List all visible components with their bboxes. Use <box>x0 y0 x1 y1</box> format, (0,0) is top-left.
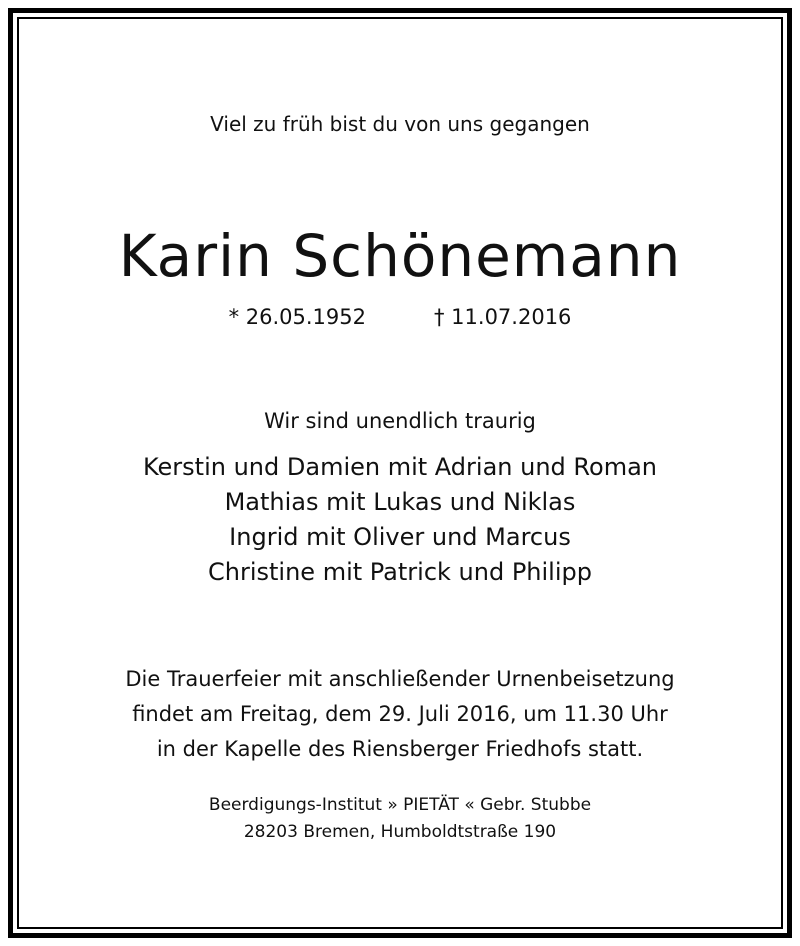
undertaker-name: Beerdigungs-Institut » PIETÄT « Gebr. Stubbe <box>208 795 592 815</box>
grief-line: Wir sind unendlich traurig <box>264 409 536 433</box>
service-line: findet am Freitag, dem 29. Juli 2016, um 11.30 Uhr <box>132 702 668 726</box>
family-member-line: Mathias mit Lukas und Niklas <box>224 488 576 516</box>
deceased-name: Karin Schönemann <box>118 222 682 290</box>
family-member-line: Kerstin und Damien mit Adrian und Roman <box>143 453 657 481</box>
family-member-line: Ingrid mit Oliver und Marcus <box>229 523 571 551</box>
service-line: Die Trauerfeier mit anschließender Urnenbeisetzung <box>125 667 675 691</box>
family-list <box>17 450 783 590</box>
undertaker-address: 28203 Bremen, Humboldtstraße 190 <box>243 822 557 842</box>
intro-text: Viel zu früh bist du von uns gegangen <box>210 112 590 136</box>
service-info <box>17 662 783 767</box>
undertaker-info <box>17 792 783 846</box>
family-member-line: Christine mit Patrick und Philipp <box>208 558 592 586</box>
death-date: † 11.07.2016 <box>434 305 572 329</box>
birth-date: * 26.05.1952 <box>228 305 366 329</box>
service-line: in der Kapelle des Riensberger Friedhofs statt. <box>156 737 644 761</box>
life-dates <box>17 305 783 329</box>
obituary-notice <box>17 17 783 929</box>
